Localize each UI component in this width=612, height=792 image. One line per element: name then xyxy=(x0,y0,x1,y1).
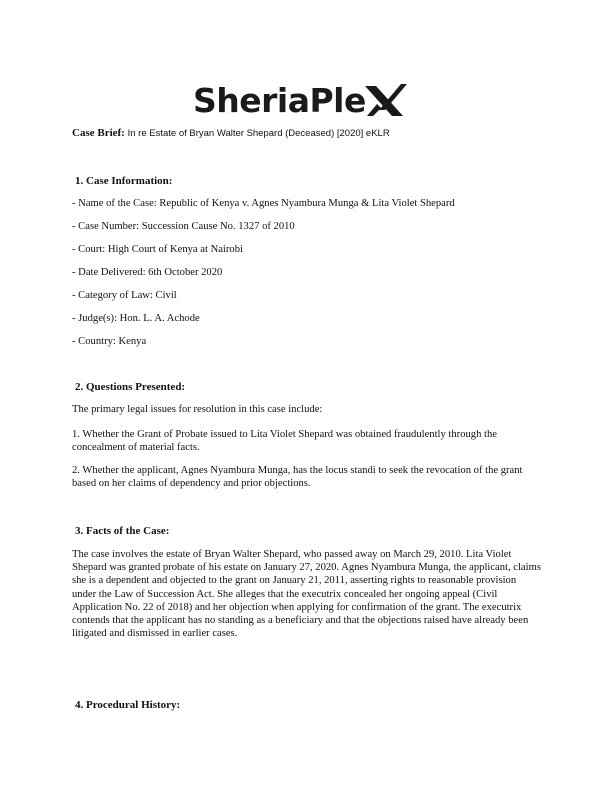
section-heading-facts: 3. Facts of the Case: xyxy=(75,525,170,537)
section-heading-questions-presented: 2. Questions Presented: xyxy=(75,381,186,393)
case-info-item: - Date Delivered: 6th October 2020 xyxy=(72,267,223,278)
case-info-item: - Name of the Case: Republic of Kenya v. Agnes Nyambura Munga & Lita Violet Shepard xyxy=(72,198,455,209)
sheriaplex-logo xyxy=(193,78,419,122)
section-heading-case-information: 1. Case Information: xyxy=(75,175,173,187)
case-info-item: - Court: High Court of Kenya at Nairobi xyxy=(72,244,243,255)
case-brief-title: In re Estate of Bryan Walter Shepard (Deceased) [2020] eKLR xyxy=(127,128,390,139)
logo-wordmark: SheriaPle xyxy=(193,80,366,120)
case-brief-line xyxy=(72,127,390,139)
case-brief-label: Case Brief: xyxy=(72,127,125,139)
section-heading-procedural-history: 4. Procedural History: xyxy=(75,699,181,711)
question-item: 2. Whether the applicant, Agnes Nyambura Munga, has the locus standi to seek the revocation of the grant based on her claims of dependency and prior objections. xyxy=(72,465,523,490)
case-info-item: - Case Number: Succession Cause No. 1327 of 2010 xyxy=(72,221,295,232)
facts-paragraph: The case involves the estate of Bryan Walter Shepard, who passed away on March 29, 2010. Lita Violet Shepard was granted probate of his estate on January 27, 2020. Agnes Nyambura Munga, the applicant, claims she is a dependent and objected to the grant on January 21, 2011, asserting rights to reasonable provision under the Law of Succession Act. She alleges that the executrix concealed her ongoing appeal (Civil Application No. 22 of 2018) and her objection when applying for confirmation of the grant. The executrix contends that the applicant has no standing as a beneficiary and that the objections raised have already been litigated and dismissed in earlier cases. xyxy=(72,549,541,640)
logo-x-icon xyxy=(363,80,407,120)
case-info-item: - Country: Kenya xyxy=(72,336,147,347)
questions-intro: The primary legal issues for resolution in this case include: xyxy=(72,404,323,415)
case-info-item: - Category of Law: Civil xyxy=(72,290,177,301)
case-info-item: - Judge(s): Hon. L. A. Achode xyxy=(72,313,200,324)
question-item: 1. Whether the Grant of Probate issued to Lita Violet Shepard was obtained fraudulently through the concealment of material facts. xyxy=(72,429,497,454)
